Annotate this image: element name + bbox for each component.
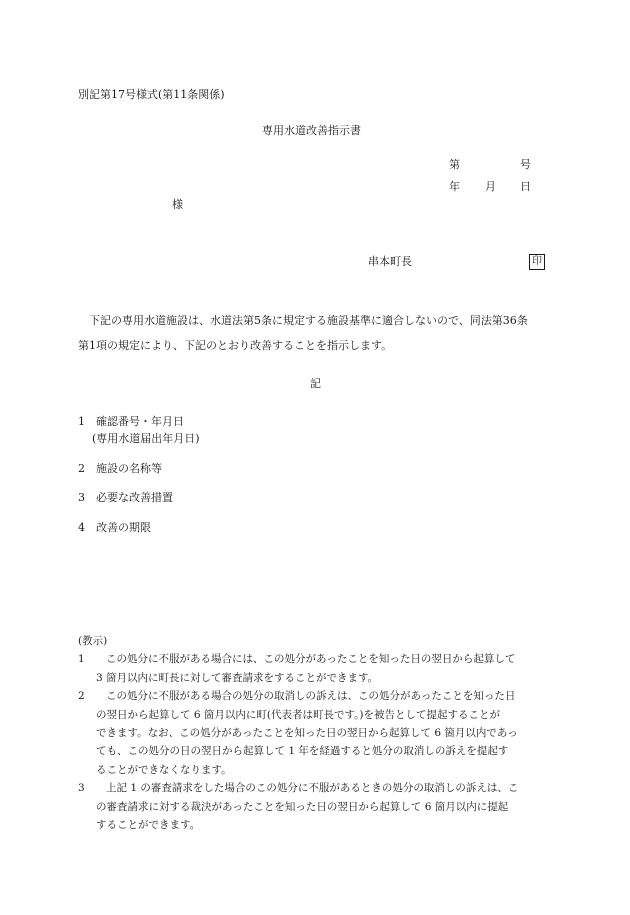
form-label: 別記第17号様式(第11条関係)	[78, 88, 225, 101]
notice-line: この処分に不服がある場合の処分の取消しの訴えは、この処分があったことを知った日	[106, 690, 516, 703]
notice-line: 3 箇月以内に町長に対して審査請求をすることができます。	[96, 671, 379, 684]
body-line-1: 下記の専用水道施設は、水道法第5条に規定する施設基準に適合しないので、同法第36条	[89, 314, 528, 327]
item-2-number: 2	[78, 462, 85, 475]
item-1-number: 1	[78, 415, 85, 428]
notice-line: ることができなくなります。	[96, 763, 232, 776]
document-title: 専用水道改善指示書	[262, 124, 361, 137]
date-day: 日	[520, 180, 531, 193]
notice-line: の審査請求に対する裁決があったことを知った日の翌日から起算して 6 箇月以内に提起	[96, 800, 509, 813]
notice-entry-number: 2	[78, 690, 85, 703]
notice-line: この処分に不服がある場合には、この処分があったことを知った日の翌日から起算して	[106, 653, 516, 666]
notice-entry-1	[78, 650, 558, 687]
item-4-label: 改善の期限	[96, 521, 151, 534]
notice-line: することができます。	[96, 819, 201, 832]
notice-line: 上記 1 の審査請求をした場合のこの処分に不服があるときの処分の取消しの訴えは、こ	[106, 782, 519, 795]
notice-heading: (教示)	[78, 635, 108, 647]
seal-mark: 印	[529, 254, 545, 270]
item-1-label: 確認番号・年月日	[96, 415, 184, 428]
notice-line: できます。なお、この処分があったことを知った日の翌日から起算して 6 箇月以内であっ	[96, 727, 518, 740]
notice-entry-2	[78, 687, 558, 779]
notice-entry-number: 3	[78, 782, 85, 795]
item-3-number: 3	[78, 491, 85, 504]
item-3-label: 必要な改善措置	[96, 491, 173, 504]
record-heading: 記	[310, 377, 321, 390]
notice-entry-number: 1	[78, 653, 85, 666]
notice-line: の翌日から起算して 6 箇月以内に町(代表者は町長です。)を被告として提起することが	[96, 708, 500, 721]
item-2-label: 施設の名称等	[96, 462, 162, 475]
item-1-sub: (専用水道届出年月日)	[92, 432, 200, 445]
item-4-number: 4	[78, 521, 85, 534]
doc-number-prefix: 第	[449, 158, 460, 171]
notice-section	[78, 632, 558, 834]
notice-line: ても、この処分の日の翌日から起算して 1 年を経過すると処分の取消しの訴えを提起す	[96, 745, 509, 758]
doc-number-suffix: 号	[520, 158, 531, 171]
date-year: 年	[449, 180, 460, 193]
notice-entry-3	[78, 779, 558, 834]
addressee-suffix: 様	[172, 198, 183, 211]
date-month: 月	[485, 180, 496, 193]
body-line-2: 第1項の規定により、下記のとおり改善することを指示します。	[78, 339, 393, 352]
issuer-title: 串本町長	[368, 255, 412, 268]
